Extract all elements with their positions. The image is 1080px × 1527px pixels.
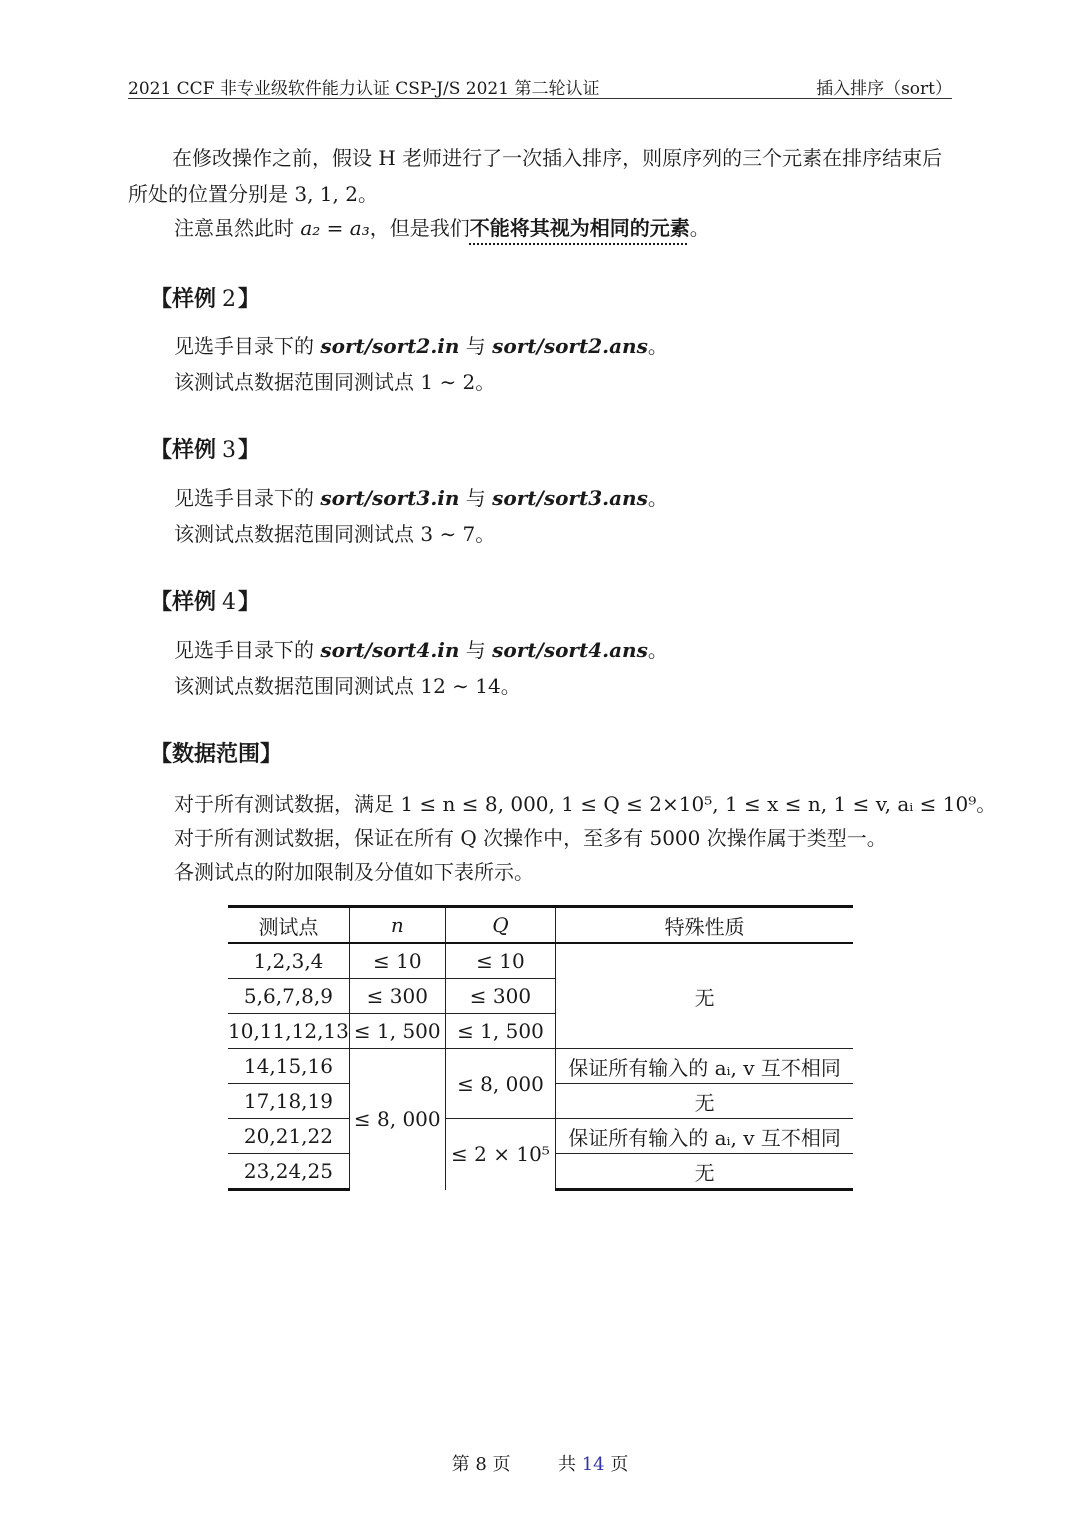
total-suffix: 页: [604, 1454, 629, 1475]
cell-q: ≤ 300: [445, 979, 556, 1014]
sample-2-range: 该测试点数据范围同测试点 1 ∼ 2。: [174, 370, 496, 394]
sample-heading-label: 【样例: [150, 438, 217, 463]
cell-testcase: 23,24,25: [228, 1154, 349, 1190]
header-property: 特殊性质: [556, 907, 853, 944]
note-mid: ，但是我们: [369, 216, 470, 240]
intro-note: [174, 212, 710, 241]
header-testcase: 测试点: [258, 914, 319, 939]
sample-number: 3: [222, 438, 237, 463]
intro-paragraph: 在修改操作之前，假设 H 老师进行了一次插入排序，则原序列的三个元素在排序结束后所处的位置分别是 3, 1, 2。: [128, 146, 943, 206]
sample-4-files: [174, 634, 668, 663]
page-number: 第 8 页: [451, 1454, 511, 1475]
cell-testcase: 5,6,7,8,9: [228, 979, 349, 1014]
cell-property: 无: [556, 1154, 853, 1190]
sample-answer-file: sort/sort4.ans: [492, 638, 648, 662]
sample-4-heading: [150, 585, 260, 616]
sample-answer-file: sort/sort2.ans: [492, 334, 648, 358]
cell-property: 保证所有输入的 aᵢ, v 互不相同: [556, 1119, 853, 1154]
sample-4-range: 该测试点数据范围同测试点 12 ∼ 14。: [174, 674, 521, 698]
page-footer: [0, 1450, 1080, 1476]
sample-number: 2: [222, 287, 237, 312]
sample-input-file: sort/sort2.in: [320, 334, 460, 358]
header-q: Q: [445, 907, 556, 944]
sample-number: 4: [222, 590, 237, 615]
sample-heading-label: 【样例: [150, 287, 217, 312]
cell-testcase: 14,15,16: [228, 1049, 349, 1084]
cell-q: ≤ 8, 000: [445, 1049, 556, 1119]
header-n: n: [349, 907, 445, 944]
note-emphasis: 不能将其视为相同的元素: [469, 216, 690, 240]
sample-3-range: 该测试点数据范围同测试点 3 ∼ 7。: [174, 522, 496, 546]
sample-heading-label: 【样例: [150, 590, 217, 615]
sample-2-heading: [150, 282, 260, 313]
page-header: [128, 72, 952, 99]
data-range-line-3: 各测试点的附加限制及分值如下表所示。: [174, 860, 534, 884]
header-problem-name: 插入排序（sort）: [816, 79, 952, 99]
sample-heading-bracket: 】: [238, 590, 261, 615]
cell-testcase: 17,18,19: [228, 1084, 349, 1119]
header-title: 2021 CCF 非专业级软件能力认证 CSP-J/S 2021 第二轮认证: [128, 79, 600, 99]
cell-property: 无: [556, 943, 853, 1049]
sample-input-file: sort/sort4.in: [320, 638, 460, 662]
cell-testcase: 20,21,22: [228, 1119, 349, 1154]
note-prefix: 注意虽然此时: [174, 216, 301, 240]
data-range-line-2: 对于所有测试数据，保证在所有 Q 次操作中，至多有 5000 次操作属于类型一。: [174, 826, 887, 850]
sample-and-text: 与: [459, 334, 493, 358]
total-pages-link[interactable]: 14: [581, 1454, 605, 1475]
note-math: a₂ = a₃: [300, 216, 370, 240]
sample-answer-file: sort/sort3.ans: [492, 486, 648, 510]
sample-3-files: [174, 482, 668, 511]
cell-property: 保证所有输入的 aᵢ, v 互不相同: [556, 1049, 853, 1084]
cell-n: ≤ 10: [349, 943, 445, 979]
sample-input-file: sort/sort3.in: [320, 486, 460, 510]
cell-q: ≤ 2 × 10⁵: [445, 1119, 556, 1190]
table-row: [228, 1119, 853, 1154]
sample-heading-bracket: 】: [238, 438, 261, 463]
table-header-row: [228, 907, 853, 944]
cell-q: ≤ 10: [445, 943, 556, 979]
sample-and-text: 与: [459, 486, 493, 510]
cell-property: 无: [556, 1084, 853, 1119]
sample-2-files: [174, 330, 668, 359]
cell-testcase: 1,2,3,4: [228, 943, 349, 979]
sample-end-text: 。: [647, 334, 668, 358]
data-range-heading: 【数据范围】: [150, 742, 283, 767]
table-row: [228, 943, 853, 979]
constraints-table: [228, 905, 853, 1191]
note-end: 。: [689, 216, 710, 240]
sample-end-text: 。: [647, 638, 668, 662]
total-prefix: 共: [558, 1454, 582, 1475]
sample-see-text: 见选手目录下的: [174, 638, 321, 662]
data-range-line-1: 对于所有测试数据，满足 1 ≤ n ≤ 8, 000, 1 ≤ Q ≤ 2×10⁵, 1 ≤ x ≤ n, 1 ≤ v, aᵢ ≤ 10⁹。: [174, 792, 997, 816]
sample-see-text: 见选手目录下的: [174, 486, 321, 510]
sample-3-heading: [150, 433, 260, 464]
sample-end-text: 。: [647, 486, 668, 510]
sample-see-text: 见选手目录下的: [174, 334, 321, 358]
sample-and-text: 与: [459, 638, 493, 662]
table-row: [228, 1049, 853, 1084]
sample-heading-bracket: 】: [238, 287, 261, 312]
cell-n: ≤ 8, 000: [349, 1049, 445, 1190]
cell-q: ≤ 1, 500: [445, 1014, 556, 1049]
cell-n: ≤ 1, 500: [349, 1014, 445, 1049]
cell-n: ≤ 300: [349, 979, 445, 1014]
cell-testcase: 10,11,12,13: [228, 1014, 349, 1049]
